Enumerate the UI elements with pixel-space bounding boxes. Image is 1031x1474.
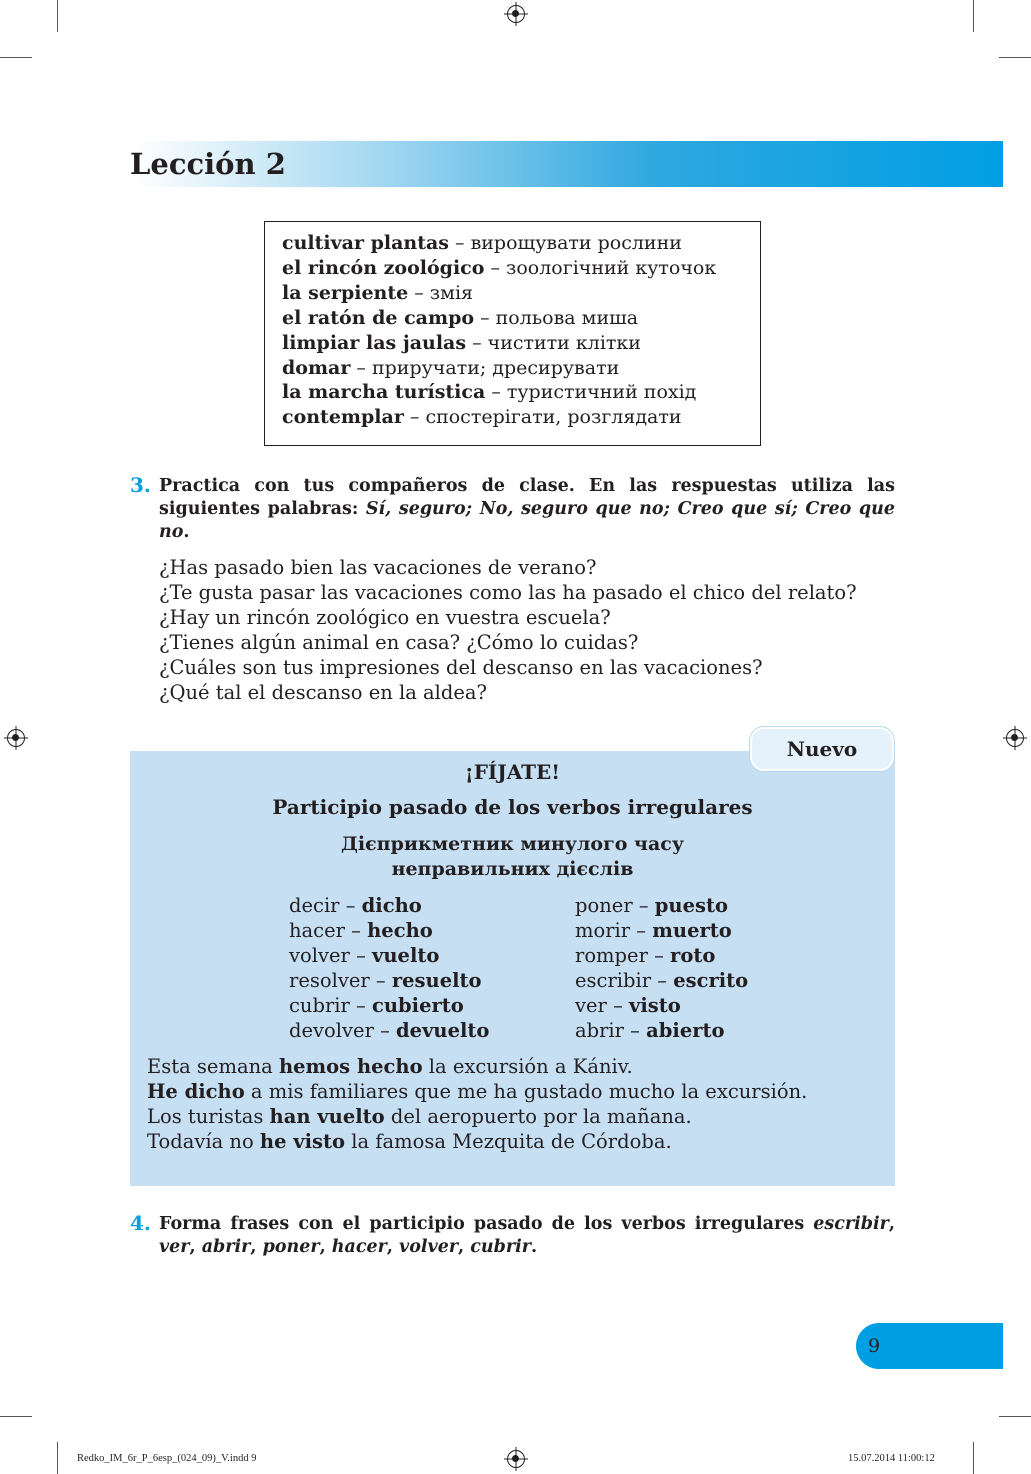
instruction-punct: . bbox=[530, 1237, 538, 1257]
vocab-term: limpiar las jaulas bbox=[282, 331, 467, 354]
instruction-end: . bbox=[183, 522, 190, 542]
verb-participle: escrito bbox=[673, 969, 749, 992]
instruction-verb: cubrir bbox=[470, 1237, 531, 1257]
verb-participle: devuelto bbox=[396, 1019, 490, 1042]
vocab-term: contemplar bbox=[282, 406, 404, 429]
example-sentence bbox=[147, 1129, 807, 1154]
sentence-text: del aeropuerto por la mañana. bbox=[384, 1105, 692, 1128]
exercise-instruction bbox=[159, 1213, 895, 1259]
nuevo-label: Nuevo bbox=[786, 737, 858, 761]
instruction-punct: , bbox=[386, 1237, 400, 1257]
sentence-highlight: han vuelto bbox=[269, 1105, 385, 1128]
question-item: ¿Hay un rincón zoológico en vuestra escuela? bbox=[159, 606, 611, 629]
crop-mark bbox=[0, 57, 32, 58]
crop-mark bbox=[973, 1442, 974, 1474]
verb-pair bbox=[575, 1018, 748, 1043]
verb-participle: muerto bbox=[652, 919, 732, 942]
verb-infinitive: abrir – bbox=[575, 1019, 647, 1042]
exercise-number: 4. bbox=[130, 1211, 151, 1235]
vocab-term: la marcha turística bbox=[282, 381, 486, 404]
instruction-text: Forma frases con el participio pasado de los verbos irregulares bbox=[159, 1214, 814, 1234]
verb-pair bbox=[289, 968, 489, 993]
verb-pair bbox=[575, 968, 748, 993]
verb-infinitive: morir – bbox=[575, 919, 653, 942]
verb-pair bbox=[289, 943, 489, 968]
sentence-highlight: hemos hecho bbox=[278, 1055, 423, 1078]
lesson-title: Lección 2 bbox=[130, 147, 286, 181]
sentence-highlight: he visto bbox=[259, 1130, 346, 1153]
vocab-term: la serpiente bbox=[282, 281, 409, 304]
exercise-number: 3. bbox=[130, 473, 151, 497]
instruction-punct: , bbox=[319, 1237, 332, 1257]
crop-mark bbox=[999, 1416, 1031, 1417]
vocab-item bbox=[282, 281, 760, 306]
instruction-verb: poner bbox=[262, 1237, 320, 1257]
sentence-text: la famosa Mezquita de Córdoba. bbox=[345, 1130, 672, 1153]
example-sentence bbox=[147, 1079, 807, 1104]
verb-participle: roto bbox=[670, 944, 716, 967]
instruction-text: Practica con tus compañeros de clase. En las respuestas utiliza las siguientes palabras: bbox=[159, 476, 895, 519]
vocab-item bbox=[282, 380, 760, 405]
verb-pair bbox=[575, 918, 748, 943]
verb-infinitive: decir – bbox=[289, 894, 362, 917]
example-sentences bbox=[147, 1054, 807, 1154]
vocab-translation: – спостерігати, розглядати bbox=[403, 406, 682, 429]
crop-mark bbox=[999, 57, 1031, 58]
vocab-item bbox=[282, 256, 760, 281]
page-number: 9 bbox=[867, 1335, 881, 1357]
vocab-term: domar bbox=[282, 356, 351, 379]
instruction-answers: Sí, seguro; No, seguro que no; Creo que sí; Creo que no bbox=[159, 499, 895, 542]
instruction-verb: abrir bbox=[201, 1237, 251, 1257]
vocab-translation: – змія bbox=[408, 281, 474, 304]
instruction-verb: volver bbox=[399, 1237, 459, 1257]
verb-column-right bbox=[575, 893, 748, 1043]
vocab-translation: – вирощувати рослини bbox=[448, 232, 682, 254]
verb-infinitive: cubrir – bbox=[289, 994, 372, 1017]
crop-mark bbox=[57, 0, 58, 32]
example-sentence bbox=[147, 1054, 807, 1079]
sentence-highlight: He dicho bbox=[147, 1080, 245, 1103]
verb-infinitive: poner – bbox=[575, 894, 655, 917]
question-item: ¿Te gusta pasar las vacaciones como las ha pasado el chico del relato? bbox=[159, 581, 857, 604]
example-sentence bbox=[147, 1104, 807, 1129]
verb-pair bbox=[289, 993, 489, 1018]
verb-participle: visto bbox=[629, 994, 681, 1017]
sentence-text: Los turistas bbox=[147, 1105, 270, 1128]
vocab-translation: – польова миша bbox=[474, 306, 639, 329]
verb-participle: resuelto bbox=[391, 969, 482, 992]
exercise-instruction bbox=[159, 475, 895, 544]
verb-pair bbox=[289, 893, 489, 918]
note-subheading-uk: Дієприкметник минулого часу bbox=[340, 833, 684, 855]
verb-participle: puesto bbox=[654, 894, 729, 917]
vocab-item bbox=[282, 405, 760, 430]
question-list bbox=[159, 555, 857, 705]
verb-infinitive: devolver – bbox=[289, 1019, 397, 1042]
print-slug-file: Redko_IM_6r_P_6esp_(024_09)_V.indd 9 bbox=[77, 1453, 257, 1464]
verb-infinitive: romper – bbox=[575, 944, 671, 967]
sentence-text: Todavía no bbox=[147, 1130, 260, 1153]
vocabulary-box bbox=[264, 221, 761, 446]
note-subheading-uk: неправильних дієслів bbox=[391, 858, 634, 880]
verb-pair bbox=[575, 993, 748, 1018]
verb-column-left bbox=[289, 893, 489, 1043]
verb-infinitive: resolver – bbox=[289, 969, 392, 992]
vocab-item bbox=[282, 356, 760, 381]
vocab-translation: – зоологічний куточок bbox=[484, 256, 717, 279]
instruction-verb: hacer bbox=[331, 1237, 387, 1257]
print-slug-date: 15.07.2014 11:00:12 bbox=[848, 1453, 935, 1464]
registration-mark-icon bbox=[1006, 729, 1024, 747]
sentence-text: Esta semana bbox=[147, 1055, 279, 1078]
registration-mark-icon bbox=[507, 5, 525, 23]
instruction-punct: , bbox=[189, 1237, 202, 1257]
vocab-translation: – чистити клітки bbox=[466, 331, 641, 354]
sentence-text: a mis familiares que me ha gustado mucho la excursión. bbox=[244, 1080, 808, 1103]
question-item: ¿Has pasado bien las vacaciones de verano? bbox=[159, 556, 597, 579]
verb-infinitive: ver – bbox=[575, 994, 630, 1017]
registration-mark-icon bbox=[7, 729, 25, 747]
vocab-term: el ratón de campo bbox=[282, 306, 475, 329]
crop-mark bbox=[57, 1442, 58, 1474]
registration-mark-icon bbox=[507, 1450, 525, 1468]
question-item: ¿Tienes algún animal en casa? ¿Cómo lo cuidas? bbox=[159, 631, 639, 654]
vocab-item bbox=[282, 306, 760, 331]
verb-pair bbox=[289, 1018, 489, 1043]
verb-participle: vuelto bbox=[372, 944, 440, 967]
verb-participle: abierto bbox=[646, 1019, 725, 1042]
verb-pair bbox=[575, 943, 748, 968]
crop-mark bbox=[0, 1416, 32, 1417]
verb-participle: hecho bbox=[367, 919, 433, 942]
verb-infinitive: volver – bbox=[289, 944, 373, 967]
vocab-term: cultivar plantas bbox=[282, 232, 449, 254]
note-subheading-es: Participio pasado de los verbos irregulares bbox=[272, 795, 753, 819]
verb-participle: cubierto bbox=[372, 994, 464, 1017]
crop-mark bbox=[973, 0, 974, 32]
verb-pair bbox=[575, 893, 748, 918]
instruction-verb: ver bbox=[159, 1237, 190, 1257]
question-item: ¿Cuáles son tus impresiones del descanso en las vacaciones? bbox=[159, 656, 763, 679]
instruction-punct: , bbox=[888, 1214, 895, 1234]
verb-infinitive: hacer – bbox=[289, 919, 368, 942]
instruction-punct: , bbox=[250, 1237, 263, 1257]
instruction-punct: , bbox=[458, 1237, 471, 1257]
vocab-term: el rincón zoológico bbox=[282, 256, 485, 279]
instruction-verb: escribir bbox=[813, 1214, 889, 1234]
verb-participle: dicho bbox=[361, 894, 422, 917]
vocab-item bbox=[282, 331, 760, 356]
question-item: ¿Qué tal el descanso en la aldea? bbox=[159, 681, 488, 704]
note-heading: ¡FÍJATE! bbox=[464, 760, 561, 784]
verb-pair bbox=[289, 918, 489, 943]
vocab-translation: – туристичний похід bbox=[485, 381, 697, 404]
verb-infinitive: escribir – bbox=[575, 969, 674, 992]
vocab-item bbox=[282, 231, 760, 256]
sentence-text: la excursión a Kániv. bbox=[422, 1055, 633, 1078]
vocab-translation: – приручати; дресирувати bbox=[350, 356, 620, 379]
